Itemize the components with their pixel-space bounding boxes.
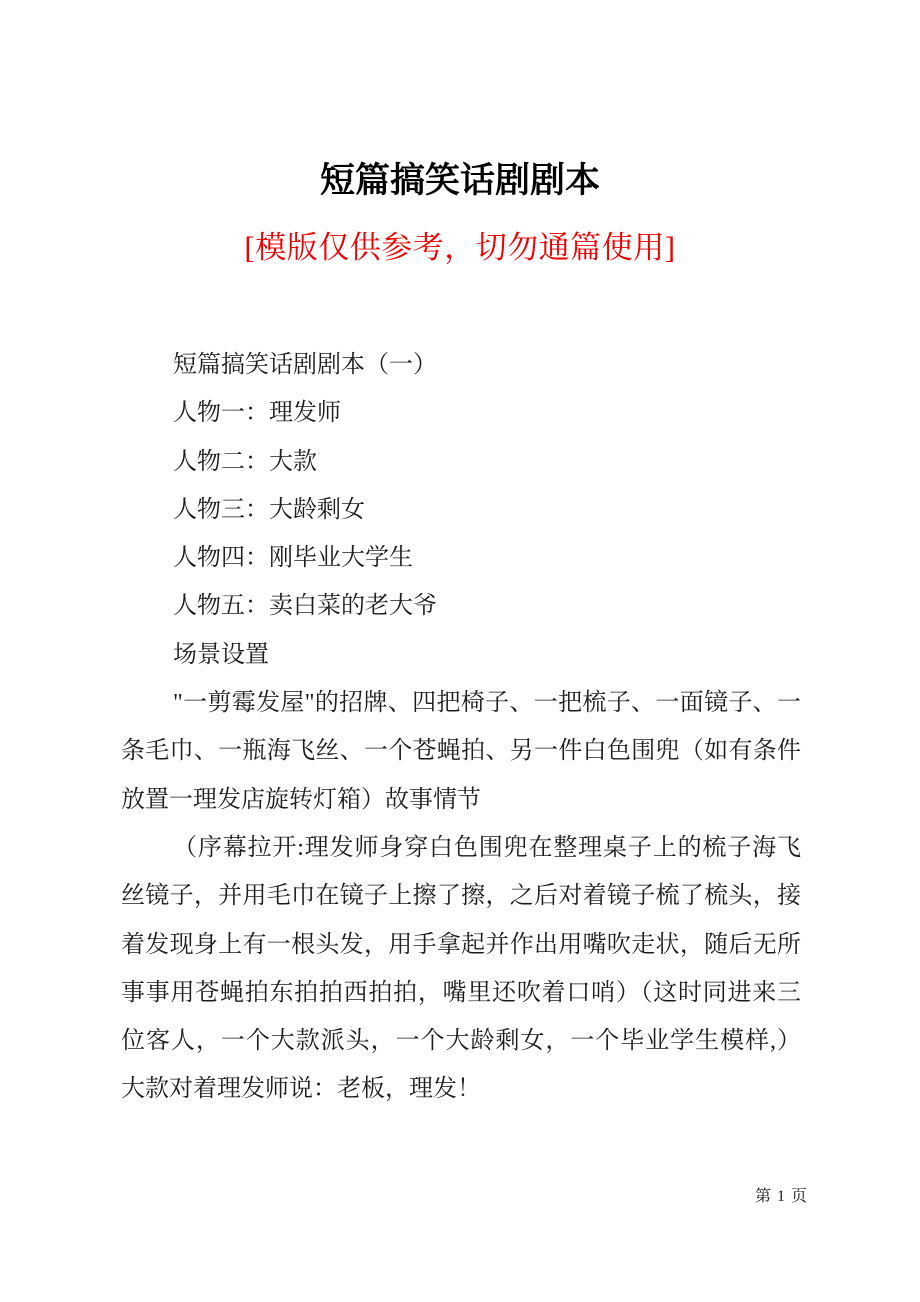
body-line: 丝镜子，并用毛巾在镜子上擦了擦，之后对着镜子梳了梳头，接 <box>121 883 801 910</box>
body-line: 场景设置 <box>173 641 269 668</box>
body-line: 位客人，一个大款派头，一个大龄剩女，一个毕业学生模样,） <box>121 1028 801 1055</box>
body-line: 事事用苍蝇拍东拍拍西拍拍，嘴里还吹着口哨）（这时同进来三 <box>121 979 801 1006</box>
body-line: （序幕拉开:理发师身穿白色围兜在整理桌子上的梳子海飞 <box>173 834 801 861</box>
body-line: 短篇搞笑话剧剧本（一） <box>173 352 437 378</box>
page-number: 第 1 页 <box>754 1188 808 1205</box>
body-line: 着发现身上有一根头发，用手拿起并作出用嘴吹走状，随后无所 <box>121 931 801 958</box>
body-line: 放置一理发店旋转灯箱）故事情节 <box>121 786 481 813</box>
body-line: 人物四：刚毕业大学生 <box>173 545 413 572</box>
body-line: 人物一：理发师 <box>173 400 341 427</box>
document-title: 短篇搞笑话剧剧本 <box>319 161 600 200</box>
body-line: 人物五：卖白菜的老大爷 <box>173 593 437 620</box>
body-line: 人物三：大龄剩女 <box>173 496 365 523</box>
body-line: 大款对着理发师说：老板，理发！ <box>121 1076 481 1103</box>
body-line: 人物二：大款 <box>173 448 317 475</box>
body-line: 条毛巾、一瓶海飞丝、一个苍蝇拍、另一件白色围兜（如有条件 <box>121 738 801 765</box>
document-body <box>121 341 801 1114</box>
body-line: "一剪霉发屋"的招牌、四把椅子、一把梳子、一面镜子、一 <box>173 690 801 717</box>
template-notice: [模版仅供参考，切勿通篇使用] <box>244 230 676 265</box>
